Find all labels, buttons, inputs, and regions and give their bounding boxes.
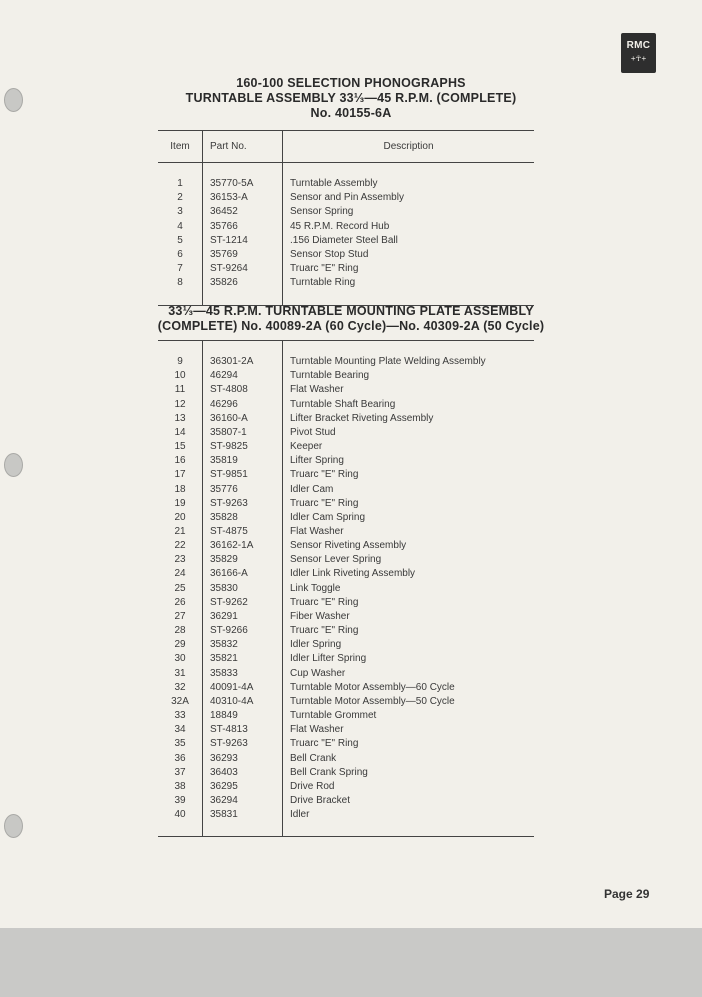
table-row bbox=[158, 440, 534, 454]
part-number: 36291 bbox=[203, 610, 283, 624]
item-number: 20 bbox=[174, 511, 186, 523]
item-number: 15 bbox=[174, 441, 186, 453]
table-header-row bbox=[158, 131, 534, 163]
item-number: 11 bbox=[174, 384, 186, 396]
part-number: ST-9825 bbox=[203, 440, 283, 454]
part-description: Bell Crank Spring bbox=[290, 766, 368, 778]
section2-title-line2: (COMPLETE) No. 40089-2A (60 Cycle)—No. 40309-2A (50 Cycle) bbox=[157, 319, 545, 333]
item-number: 21 bbox=[174, 526, 186, 538]
item-number: 29 bbox=[174, 639, 186, 651]
part-number: ST-1214 bbox=[203, 234, 283, 248]
part-number: 35766 bbox=[203, 220, 283, 234]
item-number: 36 bbox=[174, 752, 186, 764]
item-number: 24 bbox=[174, 568, 186, 580]
item-number: 35 bbox=[174, 738, 186, 750]
item-number: 32A bbox=[171, 695, 189, 707]
part-number: 36166-A bbox=[203, 567, 283, 581]
item-number: 28 bbox=[174, 625, 186, 637]
table-row bbox=[158, 610, 534, 624]
item-number: 23 bbox=[174, 554, 186, 566]
page-number: Page 29 bbox=[604, 887, 650, 901]
part-description: Turntable Motor Assembly—50 Cycle bbox=[290, 695, 455, 707]
item-number: 27 bbox=[174, 610, 186, 622]
header-description: Description bbox=[283, 131, 535, 163]
section1-title-line1: 160-100 SELECTION PHONOGRAPHS bbox=[236, 76, 466, 90]
part-number: 35828 bbox=[203, 511, 283, 525]
part-description: Drive Rod bbox=[290, 780, 335, 792]
item-number: 12 bbox=[174, 398, 186, 410]
part-description: Turntable Motor Assembly—60 Cycle bbox=[290, 681, 455, 693]
table-row bbox=[158, 709, 534, 723]
part-description: Link Toggle bbox=[290, 582, 341, 594]
spacer-row bbox=[158, 163, 534, 178]
table-row bbox=[158, 205, 534, 219]
header-item: Item bbox=[158, 131, 203, 163]
section1-title-line3: No. 40155-6A bbox=[310, 106, 392, 120]
part-number: 40091-4A bbox=[203, 681, 283, 695]
logo-text: RMC bbox=[626, 40, 651, 51]
table-row bbox=[158, 539, 534, 553]
part-description: Flat Washer bbox=[290, 526, 344, 538]
part-number: 35821 bbox=[203, 652, 283, 666]
part-number: 36403 bbox=[203, 766, 283, 780]
item-number: 1 bbox=[177, 178, 183, 190]
logo-emblem: +☥+ bbox=[630, 54, 647, 63]
part-description: Idler Link Riveting Assembly bbox=[290, 568, 416, 580]
part-number: ST-4875 bbox=[203, 525, 283, 539]
item-number: 3 bbox=[177, 206, 183, 218]
table-row bbox=[158, 766, 534, 780]
item-number: 38 bbox=[174, 780, 186, 792]
part-number: 36294 bbox=[203, 794, 283, 808]
table-row bbox=[158, 369, 534, 383]
part-number: ST-9262 bbox=[203, 596, 283, 610]
item-number: 18 bbox=[174, 483, 186, 495]
part-number: 36153-A bbox=[203, 191, 283, 205]
binder-hole bbox=[4, 814, 23, 838]
parts-table-1 bbox=[158, 130, 534, 306]
part-number: 35776 bbox=[203, 483, 283, 497]
item-number: 5 bbox=[177, 234, 183, 246]
part-description: Keeper bbox=[290, 441, 323, 453]
part-number: 35770-5A bbox=[203, 177, 283, 191]
part-number: 35807-1 bbox=[203, 426, 283, 440]
table-row bbox=[158, 737, 534, 751]
parts-table-2-body bbox=[158, 341, 534, 837]
section1-title-line2: TURNTABLE ASSEMBLY 33⅓—45 R.P.M. (COMPLETE) bbox=[185, 91, 517, 105]
table-row bbox=[158, 780, 534, 794]
part-description: Turntable Ring bbox=[290, 277, 356, 289]
item-number: 17 bbox=[174, 469, 186, 481]
parts-table-1-body bbox=[158, 163, 534, 306]
part-number: ST-9266 bbox=[203, 624, 283, 638]
table-row bbox=[158, 191, 534, 205]
item-number: 25 bbox=[174, 582, 186, 594]
part-number: ST-4808 bbox=[203, 383, 283, 397]
part-description: Sensor and Pin Assembly bbox=[290, 192, 404, 204]
part-number: 36301-2A bbox=[203, 355, 283, 369]
part-description: .156 Diameter Steel Ball bbox=[290, 234, 398, 246]
item-number: 13 bbox=[174, 412, 186, 424]
table-row bbox=[158, 808, 534, 822]
part-description: Lifter Bracket Riveting Assembly bbox=[290, 412, 434, 424]
part-number: 36295 bbox=[203, 780, 283, 794]
scan-bottom-band bbox=[0, 928, 702, 997]
table-row bbox=[158, 220, 534, 234]
part-description: 45 R.P.M. Record Hub bbox=[290, 220, 390, 232]
table-row bbox=[158, 525, 534, 539]
table-row bbox=[158, 383, 534, 397]
table-row bbox=[158, 638, 534, 652]
item-number: 22 bbox=[174, 540, 186, 552]
part-number: 35829 bbox=[203, 553, 283, 567]
table-row bbox=[158, 177, 534, 191]
part-description: Truarc "E" Ring bbox=[290, 263, 359, 275]
item-number: 40 bbox=[174, 809, 186, 821]
spacer-row bbox=[158, 822, 534, 837]
table-row bbox=[158, 454, 534, 468]
spacer-row bbox=[158, 341, 534, 356]
header-part-no: Part No. bbox=[203, 131, 283, 163]
table-row bbox=[158, 426, 534, 440]
spacer-row bbox=[158, 290, 534, 305]
table-row bbox=[158, 355, 534, 369]
part-number: ST-4813 bbox=[203, 723, 283, 737]
part-description: Cup Washer bbox=[290, 667, 346, 679]
table-row bbox=[158, 681, 534, 695]
binder-hole bbox=[4, 453, 23, 477]
part-description: Drive Bracket bbox=[290, 794, 351, 806]
part-description: Pivot Stud bbox=[290, 426, 336, 438]
part-number: 36162-1A bbox=[203, 539, 283, 553]
table-row bbox=[158, 624, 534, 638]
item-number: 37 bbox=[174, 766, 186, 778]
part-description: Truarc "E" Ring bbox=[290, 625, 359, 637]
part-number: 35819 bbox=[203, 454, 283, 468]
part-description: Flat Washer bbox=[290, 724, 344, 736]
table-row bbox=[158, 794, 534, 808]
table-row bbox=[158, 723, 534, 737]
part-description: Fiber Washer bbox=[290, 610, 350, 622]
part-number: 36452 bbox=[203, 205, 283, 219]
table-row bbox=[158, 567, 534, 581]
part-number: 35833 bbox=[203, 667, 283, 681]
part-number: 35769 bbox=[203, 248, 283, 262]
part-number: 46296 bbox=[203, 398, 283, 412]
item-number: 4 bbox=[177, 220, 183, 232]
part-description: Turntable Assembly bbox=[290, 178, 378, 190]
item-number: 2 bbox=[177, 192, 183, 204]
part-description: Truarc "E" Ring bbox=[290, 469, 359, 481]
table-row bbox=[158, 582, 534, 596]
part-description: Idler Cam bbox=[290, 483, 334, 495]
rmc-logo bbox=[621, 33, 656, 73]
table-row bbox=[158, 234, 534, 248]
part-number: 36160-A bbox=[203, 412, 283, 426]
part-description: Truarc "E" Ring bbox=[290, 497, 359, 509]
part-number: 40310-4A bbox=[203, 695, 283, 709]
table-row bbox=[158, 483, 534, 497]
part-number: 35832 bbox=[203, 638, 283, 652]
item-number: 14 bbox=[174, 426, 186, 438]
part-description: Idler Lifter Spring bbox=[290, 653, 367, 665]
table-row bbox=[158, 276, 534, 290]
table-row bbox=[158, 667, 534, 681]
part-number: ST-9264 bbox=[203, 262, 283, 276]
part-number: ST-9263 bbox=[203, 737, 283, 751]
table-row bbox=[158, 468, 534, 482]
table-row bbox=[158, 652, 534, 666]
part-description: Flat Washer bbox=[290, 384, 344, 396]
part-number: 35831 bbox=[203, 808, 283, 822]
part-description: Sensor Riveting Assembly bbox=[290, 540, 407, 552]
item-number: 39 bbox=[174, 794, 186, 806]
table-row bbox=[158, 262, 534, 276]
part-description: Truarc "E" Ring bbox=[290, 596, 359, 608]
item-number: 32 bbox=[174, 681, 186, 693]
part-number: ST-9851 bbox=[203, 468, 283, 482]
part-description: Idler Cam Spring bbox=[290, 511, 366, 523]
part-number: 36293 bbox=[203, 752, 283, 766]
part-number: ST-9263 bbox=[203, 497, 283, 511]
table-row bbox=[158, 695, 534, 709]
table-row bbox=[158, 412, 534, 426]
item-number: 33 bbox=[174, 710, 186, 722]
item-number: 6 bbox=[177, 248, 183, 260]
part-number: 18849 bbox=[203, 709, 283, 723]
item-number: 9 bbox=[177, 356, 183, 368]
part-description: Turntable Bearing bbox=[290, 370, 370, 382]
part-description: Turntable Mounting Plate Welding Assembly bbox=[290, 356, 486, 368]
table-row bbox=[158, 248, 534, 262]
item-number: 31 bbox=[174, 667, 186, 679]
part-description: Sensor Stop Stud bbox=[290, 248, 369, 260]
table-row bbox=[158, 511, 534, 525]
item-number: 10 bbox=[174, 370, 186, 382]
table-row bbox=[158, 752, 534, 766]
table-row bbox=[158, 596, 534, 610]
part-number: 35826 bbox=[203, 276, 283, 290]
part-number: 35830 bbox=[203, 582, 283, 596]
parts-table-2 bbox=[158, 340, 534, 837]
part-description: Sensor Lever Spring bbox=[290, 554, 382, 566]
part-description: Sensor Spring bbox=[290, 206, 354, 218]
part-description: Idler Spring bbox=[290, 639, 342, 651]
item-number: 30 bbox=[174, 653, 186, 665]
item-number: 16 bbox=[174, 455, 186, 467]
part-description: Idler bbox=[290, 809, 310, 821]
item-number: 7 bbox=[177, 263, 183, 275]
table-row bbox=[158, 553, 534, 567]
item-number: 26 bbox=[174, 596, 186, 608]
item-number: 19 bbox=[174, 497, 186, 509]
part-description: Turntable Shaft Bearing bbox=[290, 398, 396, 410]
part-description: Turntable Grommet bbox=[290, 710, 377, 722]
table-row bbox=[158, 398, 534, 412]
part-description: Bell Crank bbox=[290, 752, 337, 764]
item-number: 34 bbox=[174, 724, 186, 736]
item-number: 8 bbox=[177, 277, 183, 289]
table-row bbox=[158, 497, 534, 511]
part-number: 46294 bbox=[203, 369, 283, 383]
section2-title-line1: 33⅓—45 R.P.M. TURNTABLE MOUNTING PLATE ASSEMBLY bbox=[168, 304, 534, 318]
part-description: Lifter Spring bbox=[290, 455, 344, 467]
part-description: Truarc "E" Ring bbox=[290, 738, 359, 750]
